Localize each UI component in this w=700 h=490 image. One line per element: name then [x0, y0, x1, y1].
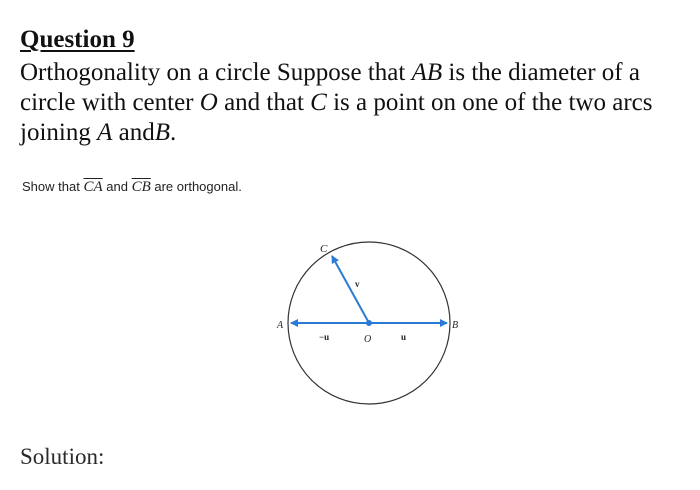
label-v: v	[355, 279, 360, 289]
question-text-part: and that	[224, 89, 304, 116]
task-prefix: Show that	[22, 179, 80, 194]
question-title: Question 9	[20, 26, 135, 53]
point-b-label: B	[154, 119, 171, 146]
label-o: O	[364, 334, 372, 345]
point-c-label: C	[310, 89, 327, 116]
label-u: u	[401, 332, 407, 342]
question-text	[20, 58, 695, 148]
label-c: C	[320, 243, 328, 255]
vector-v-arrow	[332, 256, 369, 323]
circle-diagram	[270, 236, 470, 426]
topic-text: Orthogonality on a circle	[20, 59, 271, 86]
point-a-label: A	[97, 119, 113, 146]
label-neg-u: −u	[319, 332, 330, 342]
vector-ca-label: $\overline{CA}$	[83, 179, 103, 195]
segment-ab-label: AB	[411, 59, 443, 86]
question-text-part: Suppose that	[276, 59, 406, 86]
solution-label: Solution:	[20, 444, 105, 469]
question-text-part: is the diameter of a circle with center	[20, 59, 640, 116]
question-text-part: and	[118, 119, 155, 146]
question-text-part: is a point on one of the two arcs joining	[20, 89, 653, 146]
vector-cb-label: $\overline{CB}$	[131, 179, 151, 195]
label-a: A	[277, 320, 284, 331]
task-statement	[22, 179, 242, 196]
task-suffix: are orthogonal.	[154, 179, 242, 194]
center-point	[366, 320, 372, 326]
center-o-label: O	[199, 89, 218, 116]
question-text-part: .	[170, 119, 177, 146]
label-b: B	[452, 320, 459, 331]
task-middle: and	[106, 179, 128, 194]
